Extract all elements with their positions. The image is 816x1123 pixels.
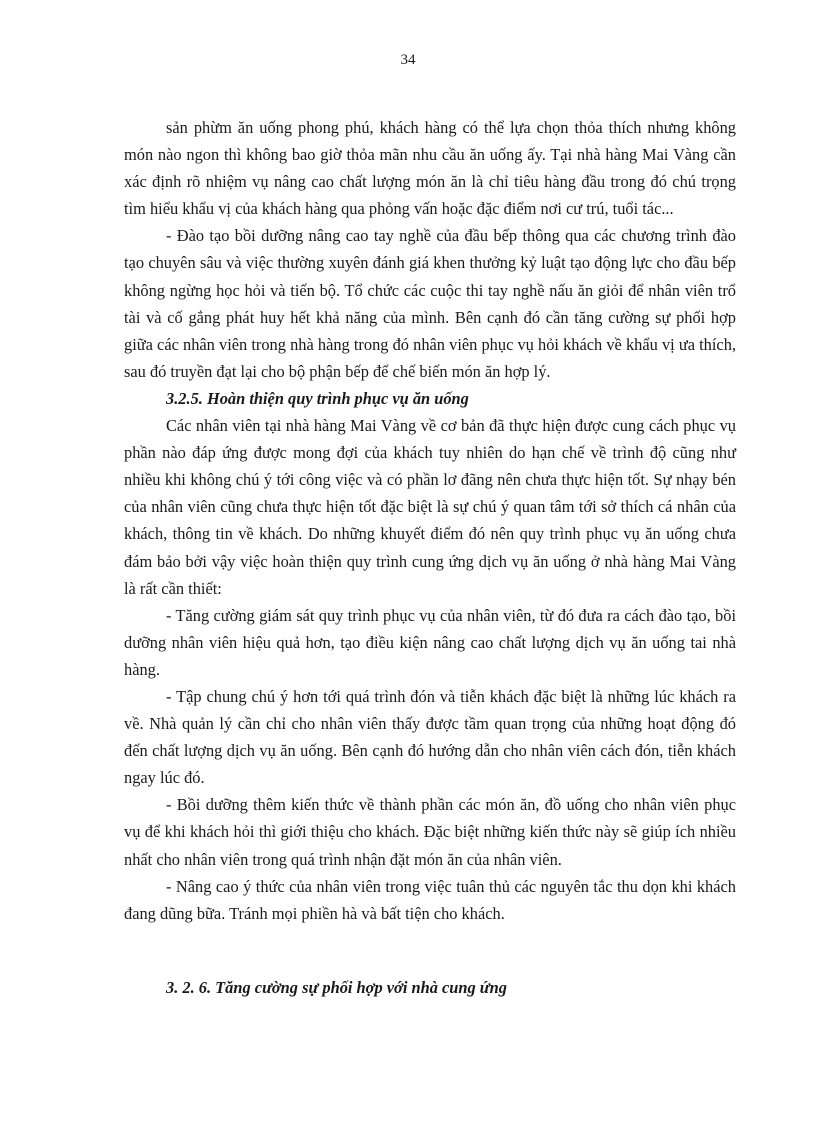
paragraph-clearing-rules: - Nâng cao ý thức của nhân viên trong việc tuân thủ các nguyên tắc thu dọn khi khách đang dũng bữa. Tránh mọi phiền hà và bất tiện cho khách. [124, 876, 736, 923]
paragraph-chef-training: - Đào tạo bồi dưỡng nâng cao tay nghề của đầu bếp thông qua các chương trình đào tạo chuyên sâu và việc thường xuyên đánh giá khen thưởng kỷ luật tạo động lực cho đầu bếp không ngừng học hỏi và tiến bộ. Tổ chức các cuộc thi tay nghề nấu ăn giỏi để nhân viên trổ tài và cố gắng phát huy hết khả năng của mình. Bên cạnh đó cần tăng cường sự phối hợp giữa các nhân viên trong nhà hàng trong đó nhân viên phục vụ hỏi khách về khẩu vị ưa thích, sau đó truyền đạt lại cho bộ phận bếp để chế biến món ăn hợp lý. [124, 226, 736, 381]
page-number: 34 [400, 52, 416, 68]
document-body [124, 114, 736, 1001]
paragraph-supervision: - Tăng cường giám sát quy trình phục vụ của nhân viên, từ đó đưa ra cách đào tạo, bồi dưỡng nhân viên hiệu quả hơn, tạo điều kiện nâng cao chất lượng dịch vụ ăn uống tai nhà hàng. [124, 605, 736, 679]
section-heading-3-2-5: 3.2.5. Hoàn thiện quy trình phục vụ ăn uống [166, 388, 469, 408]
paragraph-menu-variety: sản phừm ăn uống phong phú, khách hàng có thể lựa chọn thỏa thích nhưng không món nào ngon thì không bao giờ thỏa mãn nhu cầu ăn uống ấy. Tại nhà hàng Mai Vàng cần xác định rõ nhiệm vụ nâng cao chất lượng món ăn là chỉ tiêu hàng đầu trong đó chú trọng tìm hiểu khẩu vị của khách hàng qua phỏng vấn hoặc đặc điểm nơi cư trú, tuổi tác... [124, 118, 736, 219]
section-heading-3-2-6: 3. 2. 6. Tăng cường sự phối hợp với nhà cung ứng [166, 977, 507, 997]
paragraph-menu-knowledge: - Bồi dưỡng thêm kiến thức về thành phần các món ăn, đồ uống cho nhân viên phục vụ để khi khách hỏi thì giới thiệu cho khách. Đặc biệt những kiến thức này sẽ giúp ích nhiều nhất cho nhân viên trong quá trình nhận đặt món ăn của nhân viên. [124, 795, 736, 869]
paragraph-service-staff: Các nhân viên tại nhà hàng Mai Vàng về cơ bản đã thực hiện được cung cách phục vụ phần nào đáp ứng được mong đợi của khách tuy nhiên do hạn chế về trình độ cũng như nhiều khi không chú ý tới công việc và có phần lơ đãng nên chưa thực hiện tốt. Sự nhạy bén của nhân viên cũng chưa thực hiện tốt đặc biệt là sự chú ý quan tâm tới sở thích cá nhân của khách, thông tin về khách. Do những khuyết điểm đó nên quy trình phục vụ ăn uống chưa đám bảo bởi vậy việc hoàn thiện quy trình cung ứng dịch vụ ăn uống ở nhà hàng Mai Vàng là rất cần thiết: [124, 416, 736, 598]
paragraph-welcome-farewell: - Tập chung chú ý hơn tới quá trình đón và tiễn khách đặc biệt là những lúc khách ra về. Nhà quản lý cần chỉ cho nhân viên thấy được tầm quan trọng của những hoạt động đó đến chất lượng dịch vụ ăn uống. Bên cạnh đó hướng dẫn cho nhân viên cách đón, tiễn khách ngay lúc đó. [124, 686, 736, 788]
